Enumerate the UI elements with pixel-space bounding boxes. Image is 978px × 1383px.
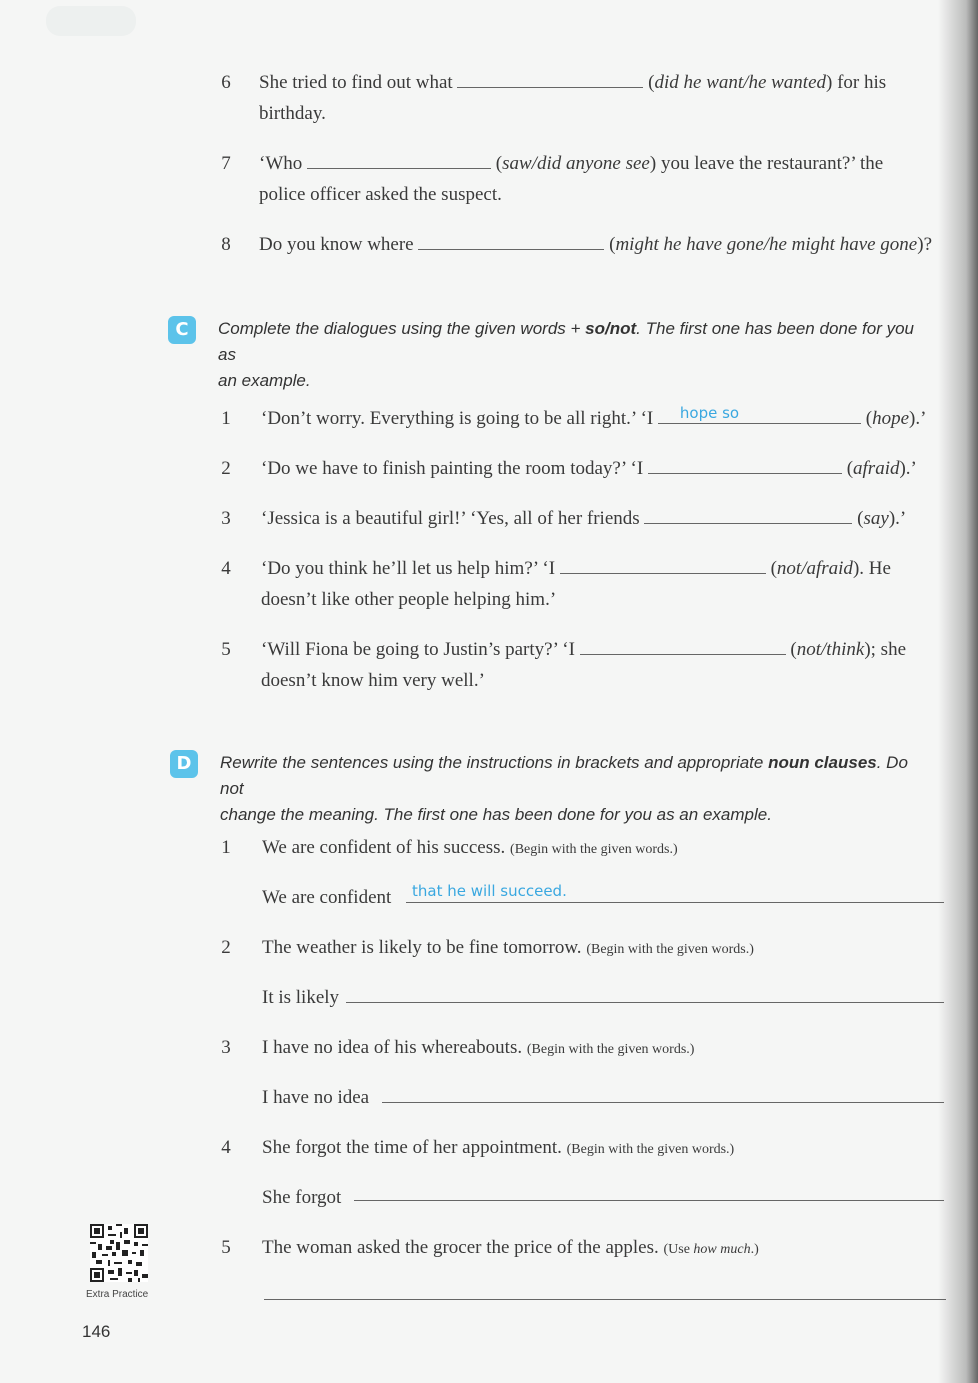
rewrite-answer-line[interactable] bbox=[346, 1002, 944, 1003]
item-instruction-note: (Begin with the given words.) bbox=[510, 842, 678, 857]
item-text-after: .’ bbox=[905, 458, 917, 479]
item-text: ‘Who bbox=[259, 153, 303, 174]
answer-blank[interactable] bbox=[580, 635, 786, 655]
item-text-after: for his bbox=[832, 72, 887, 93]
item-number: 5 bbox=[221, 1237, 231, 1258]
item-text-after: .’ bbox=[915, 408, 927, 429]
answer-blank[interactable] bbox=[560, 554, 766, 574]
answer-blank[interactable] bbox=[307, 149, 491, 169]
filled-answer: that he will succeed. bbox=[412, 882, 567, 900]
item-sentence: We are confident of his success. bbox=[262, 837, 506, 858]
item-hint: hope bbox=[872, 408, 910, 429]
item-text-after: ? bbox=[923, 234, 933, 255]
item-instruction-note: (Begin with the given words.) bbox=[566, 1142, 735, 1157]
item-sentence: She forgot the time of her appointment. bbox=[262, 1137, 562, 1158]
rewrite-start: We are confident bbox=[262, 887, 392, 908]
item-text-after: . He bbox=[859, 558, 891, 579]
item-text-after: .’ bbox=[895, 508, 907, 529]
item-text: ‘Do you think he’ll let us help him?’ ‘I bbox=[261, 558, 556, 579]
rewrite-answer-line[interactable] bbox=[264, 1299, 946, 1300]
filled-answer: hope so bbox=[679, 404, 740, 422]
item-hint: afraid bbox=[853, 458, 900, 479]
item-text-line2: doesn’t like other people helping him.’ bbox=[261, 589, 557, 610]
item-number: 3 bbox=[221, 1037, 231, 1058]
item-number: 3 bbox=[221, 508, 231, 529]
item-text: She tried to find out what bbox=[259, 72, 453, 93]
item-text: ‘Will Fiona be going to Justin’s party?’ ‘I bbox=[261, 639, 575, 660]
section-c-badge: C bbox=[168, 316, 196, 344]
section-d-instruction: Rewrite the sentences using the instructions in brackets and appropriate noun clauses. Do not change the meaning. The first one has been done for you as an example. bbox=[220, 753, 908, 824]
qr-label: Extra Practice bbox=[86, 1289, 149, 1300]
section-d-badge: D bbox=[170, 750, 198, 778]
item-number: 5 bbox=[221, 639, 231, 660]
item-number: 6 bbox=[221, 72, 231, 93]
rewrite-start: I have no idea bbox=[262, 1087, 370, 1108]
answer-blank[interactable] bbox=[418, 230, 604, 250]
item-text-line2: police officer asked the suspect. bbox=[259, 184, 502, 205]
answer-blank[interactable] bbox=[457, 68, 643, 88]
corner-logo-mark bbox=[46, 6, 136, 36]
item-number: 4 bbox=[221, 1137, 231, 1158]
item-hint: might he have gone/he might have gone bbox=[615, 234, 918, 255]
answer-blank[interactable] bbox=[648, 454, 842, 474]
answer-blank[interactable] bbox=[658, 404, 861, 424]
answer-blank[interactable] bbox=[644, 504, 852, 524]
item-sentence: The woman asked the grocer the price of the apples. bbox=[262, 1237, 659, 1258]
item-instruction-note: (Use how much.) bbox=[663, 1242, 759, 1257]
item-hint: not/think bbox=[796, 639, 865, 660]
item-number: 1 bbox=[221, 837, 231, 858]
section-c-instruction: Complete the dialogues using the given words + so/not. The first one has been done for you as an example. bbox=[218, 319, 914, 390]
rewrite-start: It is likely bbox=[262, 987, 340, 1008]
item-text: ‘Do we have to finish painting the room today?’ ‘I bbox=[261, 458, 644, 479]
item-number: 2 bbox=[221, 458, 231, 479]
item-number: 7 bbox=[221, 153, 231, 174]
item-text: ‘Jessica is a beautiful girl!’ ‘Yes, all of her friends bbox=[261, 508, 640, 529]
item-text-after: ; she bbox=[870, 639, 906, 660]
item-number: 4 bbox=[221, 558, 231, 579]
item-sentence: The weather is likely to be fine tomorrow. bbox=[262, 937, 582, 958]
item-number: 2 bbox=[221, 937, 231, 958]
page-number: 146 bbox=[82, 1322, 111, 1341]
item-text: Do you know where bbox=[259, 234, 414, 255]
item-number: 1 bbox=[221, 408, 231, 429]
item-instruction-note: (Begin with the given words.) bbox=[526, 1042, 695, 1057]
item-instruction-note: (Begin with the given words.) bbox=[586, 942, 754, 957]
rewrite-answer-line[interactable] bbox=[354, 1200, 944, 1201]
item-number: 8 bbox=[221, 234, 231, 255]
item-hint: saw/did anyone see bbox=[502, 153, 650, 174]
item-sentence: I have no idea of his whereabouts. bbox=[262, 1037, 523, 1058]
rewrite-answer-line[interactable] bbox=[382, 1102, 944, 1103]
item-text-after: you leave the restaurant?’ the bbox=[656, 153, 884, 174]
rewrite-answer-line[interactable] bbox=[406, 882, 944, 903]
rewrite-start: She forgot bbox=[262, 1187, 342, 1208]
item-hint: say bbox=[863, 508, 889, 529]
page-binding-shadow bbox=[938, 0, 978, 1383]
item-hint: not/afraid bbox=[776, 558, 853, 579]
item-text: ‘Don’t worry. Everything is going to be all right.’ ‘I bbox=[261, 408, 654, 429]
qr-code-icon[interactable] bbox=[90, 1224, 148, 1282]
item-text-line2: doesn’t know him very well.’ bbox=[261, 670, 485, 691]
item-text-line2: birthday. bbox=[259, 103, 326, 124]
item-hint: did he want/he wanted bbox=[654, 72, 827, 93]
